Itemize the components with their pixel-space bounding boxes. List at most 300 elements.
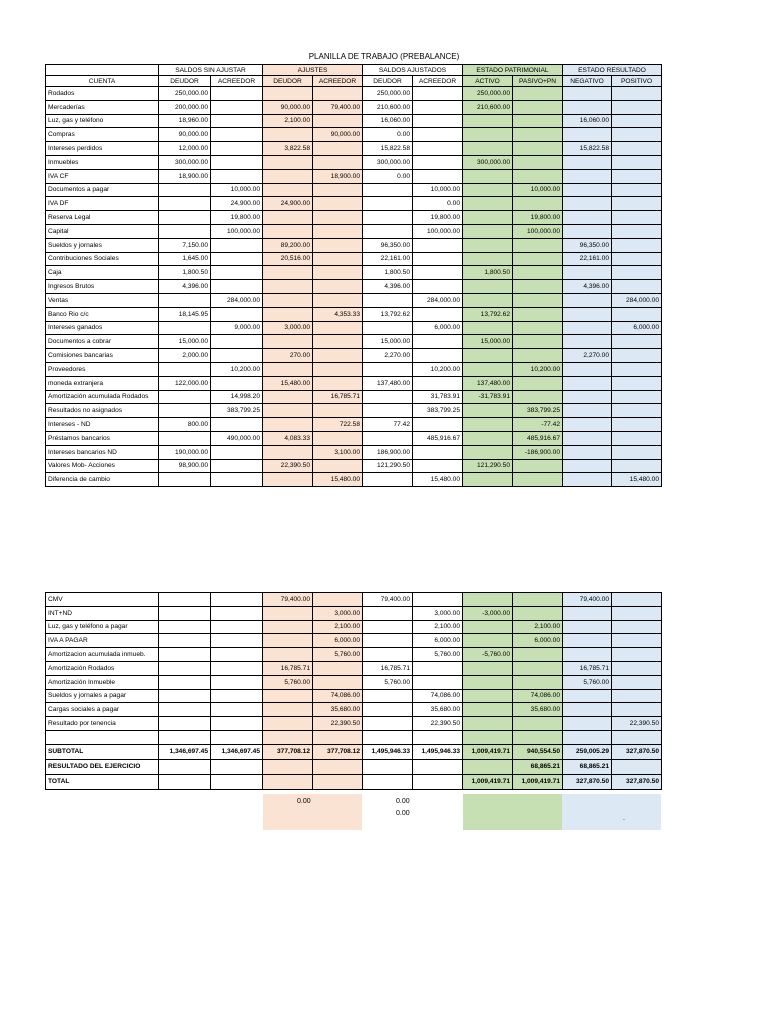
cell-sa-deudor: 137,480.00	[363, 376, 413, 390]
cell-aj-acreedor: 35,680.00	[313, 703, 363, 717]
cell-sa-acreedor: 10,200.00	[413, 362, 463, 376]
cell-sa-acreedor	[413, 335, 463, 349]
cell-pasivo-pn	[513, 473, 563, 487]
cell-aj-deudor: 89,200.00	[263, 238, 313, 252]
cell-negativo	[563, 169, 612, 183]
cell-sa-acreedor	[413, 661, 463, 675]
cell-pasivo-pn	[513, 661, 563, 675]
cell-positivo	[612, 620, 662, 634]
cell-negativo	[563, 606, 612, 620]
table-row	[46, 211, 662, 225]
cell-sa-deudor	[363, 689, 413, 703]
cell-ssa-acreedor	[211, 280, 263, 294]
cell-sa-deudor	[363, 321, 413, 335]
cell-sa-deudor: 16,060.00	[363, 114, 413, 128]
cell-negativo	[563, 362, 612, 376]
cell-cuenta: Amortizacion acumulada inmueb.	[46, 648, 159, 662]
cell-activo	[463, 321, 513, 335]
cell-negativo: 68,865.21	[563, 759, 612, 774]
cell-aj-deudor	[263, 293, 313, 307]
cell-activo	[463, 445, 513, 459]
cell-negativo: 5,760.00	[563, 675, 612, 689]
cell-ssa-deudor	[159, 703, 211, 717]
group-header-row	[46, 65, 662, 76]
cell-aj-acreedor	[313, 224, 363, 238]
cell-pasivo-pn: -186,900.00	[513, 445, 563, 459]
cell-sa-deudor: 22,161.00	[363, 252, 413, 266]
cell-aj-acreedor	[313, 376, 363, 390]
cell-pasivo-pn	[513, 730, 563, 744]
cell-activo	[463, 418, 513, 432]
cell-sa-deudor	[363, 404, 413, 418]
cell-ssa-acreedor	[211, 661, 263, 675]
cell-positivo	[612, 661, 662, 675]
cell-cuenta: Resultados no asignados	[46, 404, 159, 418]
cell-negativo	[563, 648, 612, 662]
cell-activo	[463, 211, 513, 225]
cell-cuenta: Sueldos y jornales a pagar	[46, 689, 159, 703]
cell-ssa-deudor	[159, 675, 211, 689]
table-row	[46, 703, 662, 717]
cell-ssa-deudor: 4,396.00	[159, 280, 211, 294]
cell-negativo	[563, 87, 612, 101]
cell-ssa-acreedor	[211, 774, 263, 789]
cell-pasivo-pn: 940,554.50	[513, 744, 563, 759]
cell-aj-acreedor: 4,353.33	[313, 307, 363, 321]
cell-sa-acreedor	[413, 730, 463, 744]
cell-ssa-acreedor	[211, 335, 263, 349]
cell-negativo: 79,400.00	[563, 593, 612, 607]
cell-ssa-deudor: 1,800.50	[159, 266, 211, 280]
cell-sa-acreedor: 0.00	[413, 197, 463, 211]
cell-positivo	[612, 703, 662, 717]
table-row	[46, 266, 662, 280]
cell-ssa-deudor	[159, 717, 211, 731]
cell-sa-deudor	[363, 431, 413, 445]
cell-aj-deudor	[263, 606, 313, 620]
cell-sa-acreedor	[413, 128, 463, 142]
cell-aj-acreedor	[313, 87, 363, 101]
cell-pasivo-pn	[513, 197, 563, 211]
cell-sa-acreedor	[413, 349, 463, 363]
cell-sa-acreedor	[413, 307, 463, 321]
cell-cuenta: Amortización Inmueble	[46, 675, 159, 689]
cell-activo	[463, 661, 513, 675]
cell-sa-acreedor	[413, 459, 463, 473]
cell-negativo	[563, 689, 612, 703]
cell-negativo	[563, 620, 612, 634]
table-row	[46, 445, 662, 459]
cell-pasivo-pn: 68,865.21	[513, 759, 563, 774]
cell-sa-acreedor	[413, 142, 463, 156]
cell-activo	[463, 183, 513, 197]
cell-pasivo-pn	[513, 675, 563, 689]
cell-aj-deudor	[263, 730, 313, 744]
cell-sa-acreedor	[413, 114, 463, 128]
table-row	[46, 418, 662, 432]
cell-ssa-acreedor	[211, 473, 263, 487]
table-row	[46, 730, 662, 744]
cell-negativo	[563, 266, 612, 280]
cell-cuenta: Intereses - ND	[46, 418, 159, 432]
table-row	[46, 114, 662, 128]
cell-sa-deudor	[363, 606, 413, 620]
cell-negativo: 4,396.00	[563, 280, 612, 294]
table-row	[46, 280, 662, 294]
table-row	[46, 473, 662, 487]
cell-sa-acreedor	[413, 376, 463, 390]
cell-activo	[463, 675, 513, 689]
cell-cuenta: Contribuciones Sociales	[46, 252, 159, 266]
cell-pasivo-pn	[513, 335, 563, 349]
cell-negativo	[563, 445, 612, 459]
cell-negativo: 2,270.00	[563, 349, 612, 363]
patrimonial-footer-band	[463, 794, 562, 830]
cell-sa-acreedor: 19,800.00	[413, 211, 463, 225]
cell-negativo	[563, 197, 612, 211]
cell-activo	[463, 759, 513, 774]
cell-ssa-acreedor	[211, 114, 263, 128]
cell-aj-deudor: 3,822.58	[263, 142, 313, 156]
cell-activo: 1,009,419.71	[463, 744, 513, 759]
cell-aj-deudor: 377,708.12	[263, 744, 313, 759]
cell-ssa-acreedor: 24,900.00	[211, 197, 263, 211]
cell-aj-acreedor	[313, 349, 363, 363]
cell-sa-deudor	[363, 293, 413, 307]
cell-cuenta: Luz, gas y teléfono a pagar	[46, 620, 159, 634]
cell-pasivo-pn	[513, 114, 563, 128]
table-row	[46, 606, 662, 620]
cell-sa-deudor	[363, 634, 413, 648]
cell-ssa-acreedor: 1,346,697.45	[211, 744, 263, 759]
cell-positivo	[612, 675, 662, 689]
cell-aj-deudor: 15,480.00	[263, 376, 313, 390]
cell-ssa-deudor: 90,000.00	[159, 128, 211, 142]
cell-aj-deudor: 22,390.50	[263, 459, 313, 473]
cell-pasivo-pn	[513, 376, 563, 390]
cell-activo	[463, 238, 513, 252]
worksheet-body	[46, 87, 662, 487]
header-cuenta: CUENTA	[46, 76, 159, 87]
header-activo: ACTIVO	[463, 76, 513, 87]
cell-aj-acreedor	[313, 759, 363, 774]
cell-positivo	[612, 266, 662, 280]
cell-sa-deudor: 15,000.00	[363, 335, 413, 349]
cell-cuenta: Sueldos y jornales	[46, 238, 159, 252]
cell-ssa-deudor	[159, 321, 211, 335]
cell-sa-acreedor	[413, 445, 463, 459]
cell-ssa-deudor: 300,000.00	[159, 155, 211, 169]
cell-sa-acreedor	[413, 774, 463, 789]
cell-aj-acreedor	[313, 404, 363, 418]
cell-sa-deudor	[363, 620, 413, 634]
table-row	[46, 620, 662, 634]
cell-aj-deudor	[263, 418, 313, 432]
cell-sa-acreedor	[413, 418, 463, 432]
cell-sa-acreedor: 3,000.00	[413, 606, 463, 620]
cell-ssa-acreedor	[211, 252, 263, 266]
cell-aj-deudor	[263, 759, 313, 774]
cell-aj-deudor	[263, 224, 313, 238]
header-ssa-acreedor: ACREEDOR	[211, 76, 263, 87]
cell-positivo	[612, 307, 662, 321]
table-row	[46, 404, 662, 418]
cell-cuenta: Resultado por tenencia	[46, 717, 159, 731]
cell-aj-acreedor	[313, 114, 363, 128]
cell-aj-deudor	[263, 404, 313, 418]
cell-ssa-acreedor	[211, 155, 263, 169]
cell-aj-acreedor: 18,900.00	[313, 169, 363, 183]
cell-sa-deudor	[363, 197, 413, 211]
cell-aj-acreedor: 5,760.00	[313, 648, 363, 662]
cell-cuenta	[46, 730, 159, 744]
cell-pasivo-pn	[513, 155, 563, 169]
cell-cuenta: Rodados	[46, 87, 159, 101]
table-row	[46, 390, 662, 404]
cell-cuenta: Amortización acumulada Rodados	[46, 390, 159, 404]
cell-negativo	[563, 404, 612, 418]
cell-pasivo-pn	[513, 648, 563, 662]
cell-sa-deudor: 1,800.50	[363, 266, 413, 280]
cell-activo	[463, 362, 513, 376]
cell-aj-acreedor	[313, 155, 363, 169]
cell-aj-deudor	[263, 335, 313, 349]
cell-activo: -3,000.00	[463, 606, 513, 620]
worksheet-table	[45, 64, 662, 487]
cell-pasivo-pn	[513, 717, 563, 731]
cell-cuenta: moneda extranjera	[46, 376, 159, 390]
cell-sa-deudor: 4,396.00	[363, 280, 413, 294]
cell-ssa-deudor	[159, 774, 211, 789]
cell-positivo	[612, 606, 662, 620]
cell-positivo	[612, 128, 662, 142]
cell-aj-deudor: 5,760.00	[263, 675, 313, 689]
cell-ssa-deudor	[159, 689, 211, 703]
cell-sa-deudor	[363, 211, 413, 225]
cell-activo: 1,800.50	[463, 266, 513, 280]
table-row	[46, 169, 662, 183]
cell-ssa-acreedor: 490,000.00	[211, 431, 263, 445]
cell-activo	[463, 431, 513, 445]
sheet-title: PLANILLA DE TRABAJO (PREBALANCE)	[308, 52, 460, 61]
cell-sa-acreedor: 31,783.91	[413, 390, 463, 404]
cell-sa-acreedor: 10,000.00	[413, 183, 463, 197]
cell-aj-acreedor: 6,000.00	[313, 634, 363, 648]
cell-ssa-deudor	[159, 183, 211, 197]
cell-positivo	[612, 459, 662, 473]
cell-ssa-deudor: 18,960.00	[159, 114, 211, 128]
group-estado-patrimonial: ESTADO PATRIMONIAL	[463, 65, 563, 76]
cell-cuenta: IVA A PAGAR	[46, 634, 159, 648]
cell-positivo	[612, 759, 662, 774]
cell-pasivo-pn: 100,000.00	[513, 224, 563, 238]
cell-negativo	[563, 321, 612, 335]
cell-activo	[463, 142, 513, 156]
cell-ssa-deudor: 12,000.00	[159, 142, 211, 156]
cell-negativo: 22,161.00	[563, 252, 612, 266]
cell-ssa-deudor	[159, 197, 211, 211]
cell-cuenta: Documentos a pagar	[46, 183, 159, 197]
cell-cuenta: Intereses ganados	[46, 321, 159, 335]
cell-cuenta: Amortización Rodados	[46, 661, 159, 675]
cell-positivo	[612, 211, 662, 225]
cell-sa-deudor: 1,495,946.33	[363, 744, 413, 759]
cell-pasivo-pn: 74,086.00	[513, 689, 563, 703]
cell-cuenta: Compras	[46, 128, 159, 142]
cell-sa-acreedor: 6,000.00	[413, 634, 463, 648]
cell-aj-acreedor: 90,000.00	[313, 128, 363, 142]
cell-positivo	[612, 730, 662, 744]
cell-negativo	[563, 717, 612, 731]
cell-ssa-deudor	[159, 648, 211, 662]
cell-activo: 300,000.00	[463, 155, 513, 169]
cell-aj-acreedor: 15,480.00	[313, 473, 363, 487]
header-aj-deudor: DEUDOR	[263, 76, 313, 87]
cell-activo: 137,480.00	[463, 376, 513, 390]
cell-ssa-deudor: 98,900.00	[159, 459, 211, 473]
cell-aj-acreedor	[313, 774, 363, 789]
cell-positivo	[612, 418, 662, 432]
cell-aj-deudor	[263, 445, 313, 459]
cell-pasivo-pn	[513, 169, 563, 183]
cell-aj-deudor: 4,083.33	[263, 431, 313, 445]
cell-sa-deudor: 300,000.00	[363, 155, 413, 169]
cell-positivo	[612, 390, 662, 404]
table-row	[46, 459, 662, 473]
cell-sa-acreedor: 284,000.00	[413, 293, 463, 307]
cell-pasivo-pn	[513, 238, 563, 252]
cell-ssa-acreedor: 9,000.00	[211, 321, 263, 335]
cell-aj-acreedor: 74,086.00	[313, 689, 363, 703]
cell-aj-deudor: 16,785.71	[263, 661, 313, 675]
cell-sa-deudor	[363, 703, 413, 717]
cell-cuenta: Valores Mob- Acciones	[46, 459, 159, 473]
cell-ssa-acreedor	[211, 128, 263, 142]
table-row	[46, 744, 662, 759]
cell-aj-acreedor	[313, 321, 363, 335]
cell-sa-acreedor	[413, 100, 463, 114]
cell-cuenta: Intereses perdidos	[46, 142, 159, 156]
cell-pasivo-pn	[513, 293, 563, 307]
cell-ssa-deudor	[159, 224, 211, 238]
table-row	[46, 376, 662, 390]
cell-activo	[463, 224, 513, 238]
cell-negativo	[563, 128, 612, 142]
cell-ssa-acreedor: 10,200.00	[211, 362, 263, 376]
cell-sa-deudor	[363, 648, 413, 662]
cell-positivo	[612, 87, 662, 101]
cell-cuenta: Ventas	[46, 293, 159, 307]
cell-cuenta: Intereses bancarios ND	[46, 445, 159, 459]
cell-aj-deudor: 20,516.00	[263, 252, 313, 266]
cell-activo	[463, 730, 513, 744]
cell-pasivo-pn: -77.42	[513, 418, 563, 432]
cell-cuenta: Préstamos bancarios	[46, 431, 159, 445]
cell-sa-acreedor	[413, 238, 463, 252]
cell-aj-acreedor: 3,000.00	[313, 606, 363, 620]
cell-aj-acreedor	[313, 252, 363, 266]
cell-activo	[463, 293, 513, 307]
cell-negativo: 96,350.00	[563, 238, 612, 252]
table-row	[46, 128, 662, 142]
cell-negativo: 259,005.29	[563, 744, 612, 759]
cell-pasivo-pn: 2,100.00	[513, 620, 563, 634]
cell-activo: 15,000.00	[463, 335, 513, 349]
cell-activo: 13,792.62	[463, 307, 513, 321]
cell-negativo	[563, 183, 612, 197]
cell-sa-acreedor: 15,480.00	[413, 473, 463, 487]
cell-sa-deudor: 96,350.00	[363, 238, 413, 252]
cell-cuenta: Caja	[46, 266, 159, 280]
cell-cuenta: Luz, gas y teléfono	[46, 114, 159, 128]
cell-positivo	[612, 349, 662, 363]
cell-positivo	[612, 197, 662, 211]
cell-pasivo-pn	[513, 87, 563, 101]
table-row	[46, 238, 662, 252]
table-row	[46, 293, 662, 307]
cell-negativo	[563, 376, 612, 390]
cell-aj-acreedor	[313, 238, 363, 252]
cell-sa-acreedor: 74,086.00	[413, 689, 463, 703]
cell-aj-deudor	[263, 307, 313, 321]
table-row	[46, 675, 662, 689]
cell-sa-deudor	[363, 362, 413, 376]
cell-pasivo-pn	[513, 252, 563, 266]
cell-activo: -31,783.91	[463, 390, 513, 404]
group-estado-resultado: ESTADO RESULTADO	[563, 65, 662, 76]
cell-negativo	[563, 730, 612, 744]
cell-ssa-acreedor	[211, 307, 263, 321]
cell-cuenta: INT+ND	[46, 606, 159, 620]
cell-aj-acreedor	[313, 280, 363, 294]
cell-ssa-acreedor	[211, 689, 263, 703]
table-row	[46, 142, 662, 156]
cell-pasivo-pn	[513, 321, 563, 335]
cell-activo	[463, 717, 513, 731]
cell-sa-acreedor	[413, 280, 463, 294]
saldos-check-value-1: 0.00	[396, 798, 410, 805]
cell-ssa-acreedor	[211, 620, 263, 634]
cell-aj-acreedor	[313, 730, 363, 744]
cell-ssa-deudor: 18,145.95	[159, 307, 211, 321]
cell-sa-deudor: 121,290.50	[363, 459, 413, 473]
cell-cuenta: TOTAL	[46, 774, 159, 789]
cell-pasivo-pn	[513, 390, 563, 404]
cell-aj-acreedor	[313, 266, 363, 280]
table-row	[46, 321, 662, 335]
cell-ssa-acreedor	[211, 376, 263, 390]
cell-sa-acreedor	[413, 759, 463, 774]
cell-aj-deudor	[263, 362, 313, 376]
cell-negativo: 16,785.71	[563, 661, 612, 675]
cell-ssa-acreedor: 284,000.00	[211, 293, 263, 307]
cell-positivo	[612, 648, 662, 662]
table-row	[46, 252, 662, 266]
table-row	[46, 717, 662, 731]
cell-sa-acreedor: 2,100.00	[413, 620, 463, 634]
cell-positivo: 6,000.00	[612, 321, 662, 335]
cell-ssa-acreedor	[211, 142, 263, 156]
cell-pasivo-pn	[513, 142, 563, 156]
cell-ssa-deudor	[159, 620, 211, 634]
cell-sa-acreedor	[413, 266, 463, 280]
cell-positivo	[612, 100, 662, 114]
cell-ssa-acreedor	[211, 675, 263, 689]
cell-positivo	[612, 445, 662, 459]
table-row	[46, 87, 662, 101]
table-row	[46, 155, 662, 169]
cell-sa-deudor: 210,600.00	[363, 100, 413, 114]
